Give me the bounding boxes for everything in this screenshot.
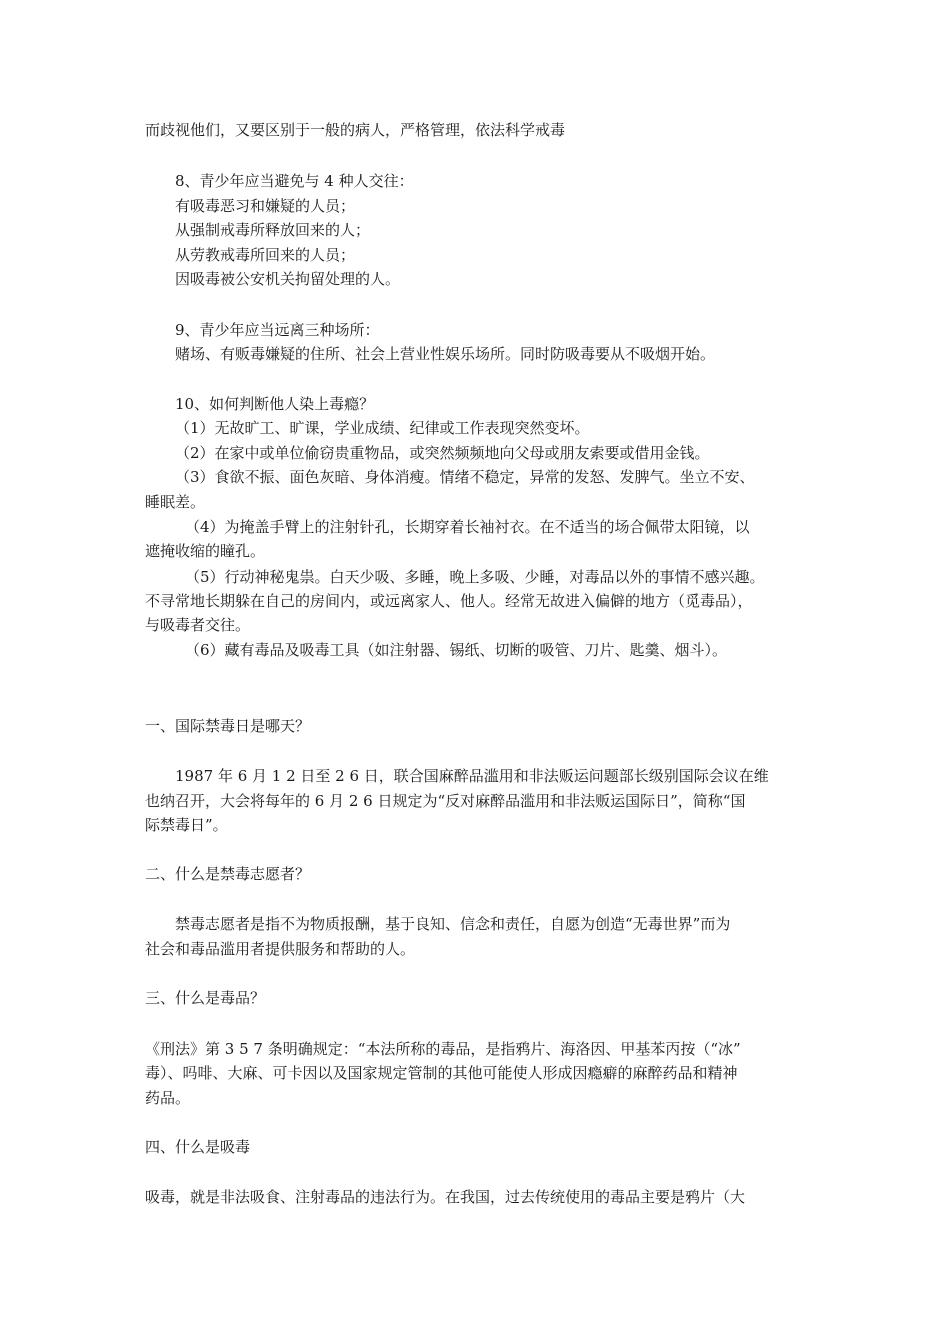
- paragraph-line: 也纳召开，大会将每年的 6 月 2 6 日规定为“反对麻醉品滥用和非法贩运国际日”，简称“国: [145, 792, 746, 810]
- list-item: （5）行动神秘鬼祟。白天少吸、多睡，晚上多吸、少睡，对毒品以外的事情不感兴趣。: [185, 568, 765, 586]
- list-item: （2）在家中或单位偷窃贵重物品，或突然频频地向父母或朋友索要或借用金钱。: [175, 444, 710, 462]
- list-item-continuation: 遮掩收缩的瞳孔。: [145, 542, 266, 560]
- list-item: 从劳教戒毒所回来的人员；: [175, 246, 356, 264]
- list-item-continuation: 不寻常地长期躲在自己的房间内，或远离家人、他人。经常无故进入偏僻的地方（觅毒品），: [145, 592, 753, 610]
- list-item: 因吸毒被公安机关拘留处理的人。: [175, 270, 401, 288]
- paragraph-line: 药品。: [145, 1089, 191, 1107]
- paragraph-line: 社会和毒品滥用者提供服务和帮助的人。: [145, 940, 416, 958]
- section-heading-1: 一、国际禁毒日是哪天？: [145, 717, 311, 735]
- list-item: 有吸毒恶习和嫌疑的人员；: [175, 197, 356, 215]
- paragraph-line: 禁毒志愿者是指不为物质报酬，基于良知、信念和责任，自愿为创造“无毒世界”而为: [175, 915, 731, 933]
- section-heading-4: 四、什么是吸毒: [145, 1138, 251, 1156]
- paragraph-line: 赌场、有贩毒嫌疑的住所、社会上营业性娱乐场所。同时防吸毒要从不吸烟开始。: [175, 345, 716, 363]
- list-item: 从强制戒毒所释放回来的人；: [175, 221, 371, 239]
- section-heading-2: 二、什么是禁毒志愿者？: [145, 865, 311, 883]
- paragraph-line: 际禁毒日”。: [145, 816, 228, 834]
- paragraph-line: 吸毒，就是非法吸食、注射毒品的违法行为。在我国，过去传统使用的毒品主要是鸦片（大: [145, 1188, 746, 1206]
- paragraph-line: 《刑法》第 3 5 7 条明确规定：“本法所称的毒品，是指鸦片、海洛因、甲基苯丙按（“冰”: [145, 1040, 741, 1058]
- list-item: （1）无故旷工、旷课，学业成绩、纪律或工作表现突然变坏。: [175, 419, 590, 437]
- list-item-continuation: 睡眠差。: [145, 493, 206, 511]
- section-heading-3: 三、什么是毒品？: [145, 989, 266, 1007]
- list-item: （3）食欲不振、面色灰暗、身体消瘦。情绪不稳定，异常的发怒、发脾气。坐立不安、: [175, 468, 755, 486]
- paragraph-line: 毒）、吗啡、大麻、可卡因以及国家规定管制的其他可能使人形成因瘾癖的麻醉药品和精神: [145, 1064, 738, 1082]
- list-item: （4）为掩盖手臂上的注射针孔，长期穿着长袖衬衣。在不适当的场合佩带太阳镜，以: [185, 518, 750, 536]
- paragraph-line: 而歧视他们，又要区别于一般的病人，严格管理，依法科学戒毒: [145, 121, 566, 139]
- section-heading-9: 9、青少年应当远离三种场所：: [175, 321, 380, 339]
- section-heading-10: 10、如何判断他人染上毒瘾？: [175, 395, 375, 413]
- list-item-continuation: 与吸毒者交往。: [145, 616, 251, 634]
- section-heading-8: 8、青少年应当避免与 4 种人交往：: [175, 172, 414, 190]
- list-item: （6）藏有毒品及吸毒工具（如注射器、锡纸、切断的吸管、刀片、匙羹、烟斗）。: [185, 641, 728, 659]
- paragraph-line: 1987 年 6 月 1 2 日至 2 6 日，联合国麻醉品滥用和非法贩运问题部长级别国际会议在维: [175, 767, 769, 785]
